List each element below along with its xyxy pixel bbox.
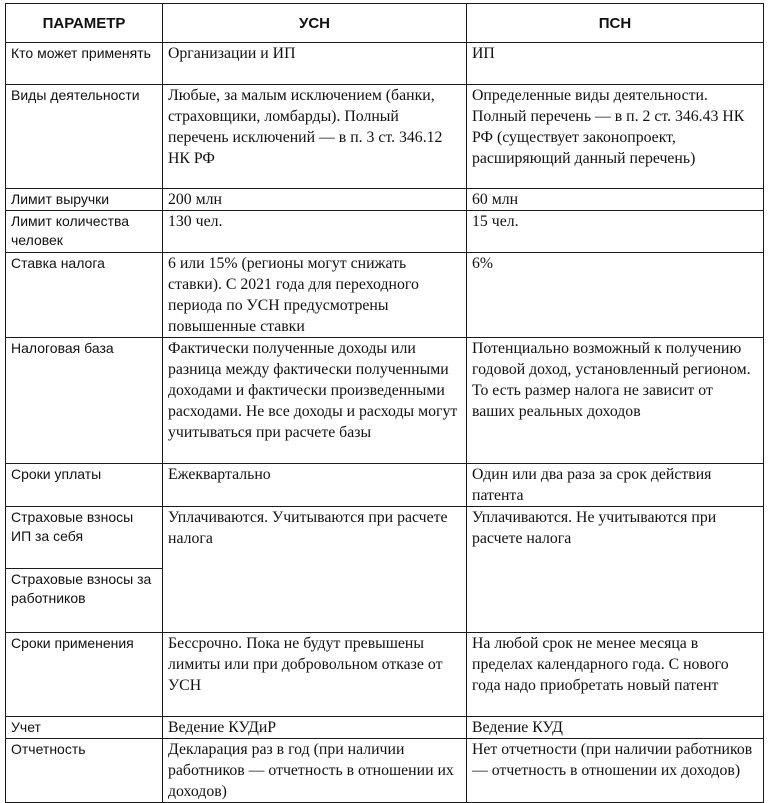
table-row — [6, 189, 764, 211]
psn-cell: На любой срок не менее месяца в пределах календарного года. С нового года надо приобретать новый патент — [467, 633, 764, 717]
param-cell: Лимит выручки — [6, 189, 163, 211]
psn-cell: Уплачиваются. Не учитываются при расчете налога — [467, 507, 764, 633]
param-cell: Учет — [6, 717, 163, 739]
table-row — [6, 739, 764, 803]
psn-cell: Потенциально возможный к получению годовой доход, установленный регионом. То есть размер налога не зависит от ваших реальных доходов — [467, 338, 764, 464]
param-cell: Страховые взносы ИП за себя — [6, 507, 163, 569]
param-cell: Сроки уплаты — [6, 464, 163, 507]
usn-cell: Фактически полученные доходы или разница между фактически полученными доходами и фактически произведенными расходами. Не все доходы и расходы могут учитываться при расчете базы — [163, 338, 467, 464]
param-cell: Налоговая база — [6, 338, 163, 464]
table-row — [6, 507, 764, 569]
psn-cell: 60 млн — [467, 189, 764, 211]
table-row — [6, 253, 764, 338]
comparison-table — [5, 3, 764, 803]
usn-cell: Организации и ИП — [163, 43, 467, 85]
usn-cell: Бессрочно. Пока не будут превышены лимиты или при добровольном отказе от УСН — [163, 633, 467, 717]
usn-cell: Любые, за малым исключением (банки, страховщики, ломбарды). Полный перечень исключений — в п. 3 ст. 346.12 НК РФ — [163, 85, 467, 189]
usn-cell: 200 млн — [163, 189, 467, 211]
psn-cell: Ведение КУД — [467, 717, 764, 739]
param-cell: Отчетность — [6, 739, 163, 803]
param-cell: Сроки применения — [6, 633, 163, 717]
table-row — [6, 464, 764, 507]
usn-cell: 6 или 15% (регионы могут снижать ставки). С 2021 года для переходного периода по УСН предусмотрены повышенные ставки — [163, 253, 467, 338]
table-row — [6, 717, 764, 739]
psn-cell: Нет отчетности (при наличии работников — отчетность в отношении их доходов) — [467, 739, 764, 803]
header-psn: ПСН — [467, 4, 764, 43]
table-row — [6, 43, 764, 85]
param-cell: Лимит количества человек — [6, 211, 163, 253]
param-cell: Кто может применять — [6, 43, 163, 85]
param-cell: Страховые взносы за работников — [6, 569, 163, 633]
param-cell: Ставка налога — [6, 253, 163, 338]
table-row — [6, 633, 764, 717]
psn-cell: 6% — [467, 253, 764, 338]
psn-cell: Один или два раза за срок действия патента — [467, 464, 764, 507]
usn-cell: Уплачиваются. Учитываются при расчете налога — [163, 507, 467, 633]
usn-cell: Декларация раз в год (при наличии работников — отчетность в отношении их доходов) — [163, 739, 467, 803]
param-cell: Виды деятельности — [6, 85, 163, 189]
table-row — [6, 85, 764, 189]
header-row — [6, 4, 764, 43]
table-row — [6, 211, 764, 253]
header-usn: УСН — [163, 4, 467, 43]
header-param: ПАРАМЕТР — [6, 4, 163, 43]
usn-cell: 130 чел. — [163, 211, 467, 253]
usn-cell: Ведение КУДиР — [163, 717, 467, 739]
table-row — [6, 338, 764, 464]
usn-cell: Ежеквартально — [163, 464, 467, 507]
psn-cell: 15 чел. — [467, 211, 764, 253]
psn-cell: ИП — [467, 43, 764, 85]
psn-cell: Определенные виды деятельности. Полный перечень — в п. 2 ст. 346.43 НК РФ (существует законопроект, расширяющий данный перечень) — [467, 85, 764, 189]
